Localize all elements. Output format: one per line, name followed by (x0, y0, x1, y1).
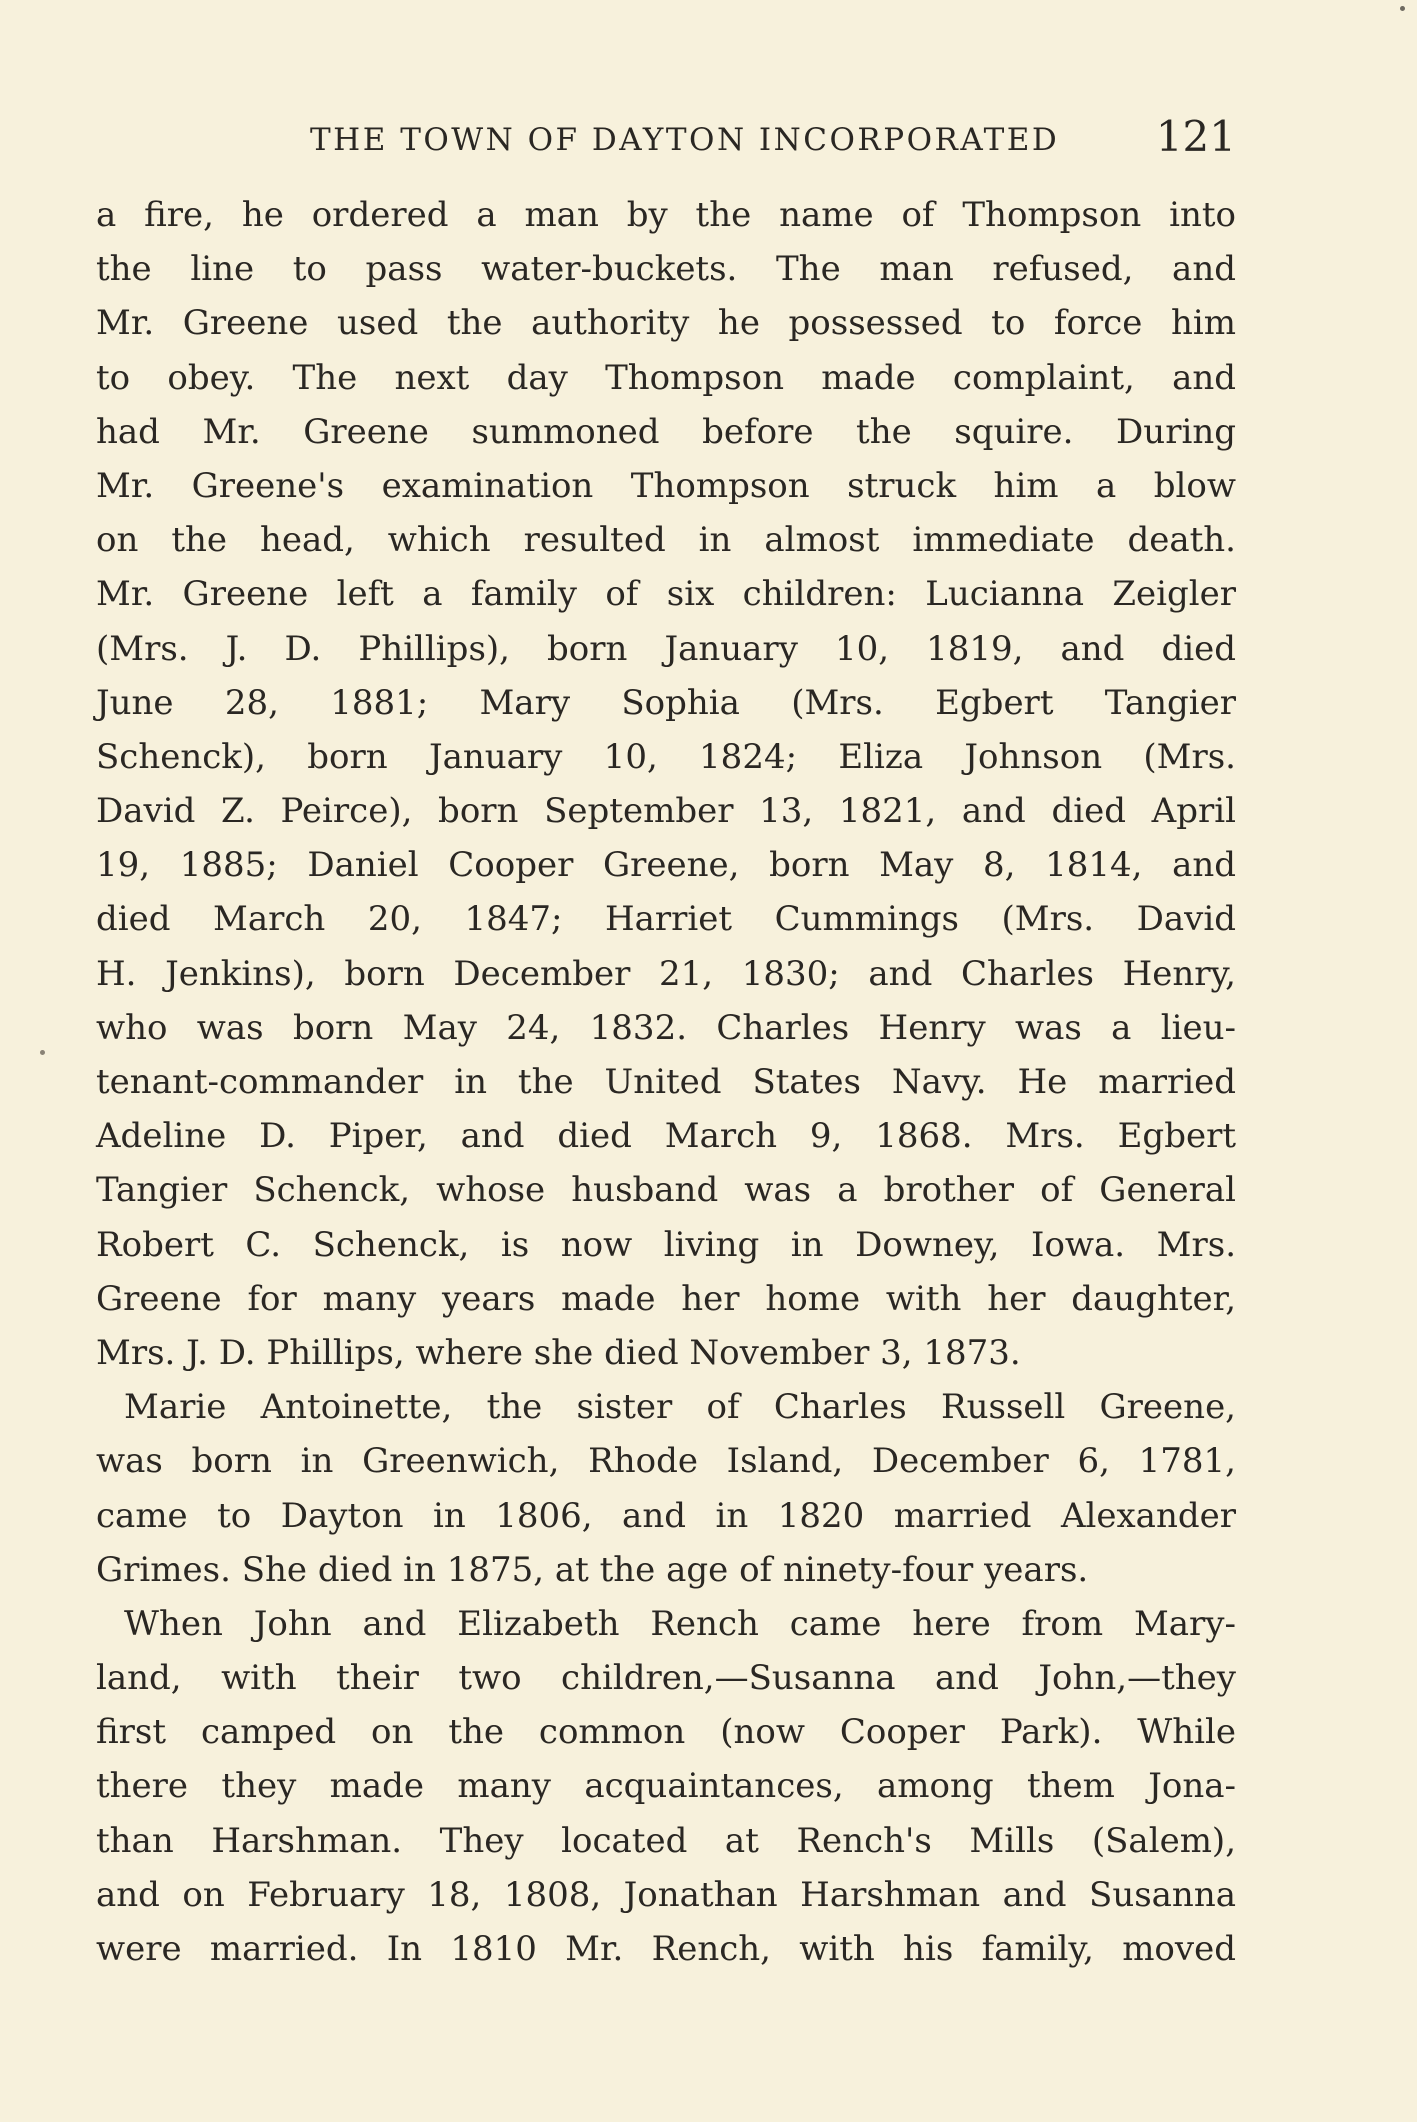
text-line-content: Schenck), born January 10, 1824; Eliza Johnson (Mrs. (96, 736, 1236, 777)
text-line (96, 622, 1236, 676)
text-line-content: Mr. Greene's examination Thompson struck him a blow (96, 465, 1236, 506)
margin-speck (40, 1050, 45, 1055)
text-line (96, 351, 1236, 405)
text-line (96, 947, 1236, 1001)
text-line (96, 296, 1236, 350)
text-line (96, 1489, 1236, 1543)
text-line-content: Grimes. She died in 1875, at the age of ninety-four years. (96, 1549, 1089, 1590)
text-line (96, 1380, 1236, 1434)
text-line (96, 892, 1236, 946)
text-line (96, 242, 1236, 296)
text-line (96, 1272, 1236, 1326)
text-line-content: had Mr. Greene summoned before the squire. During (96, 411, 1236, 452)
page-header (96, 112, 1236, 172)
text-line (96, 1001, 1236, 1055)
text-line (96, 1868, 1236, 1922)
text-line-content: came to Dayton in 1806, and in 1820 married Alexander (96, 1495, 1236, 1536)
text-line-content: Marie Antoinette, the sister of Charles Russell Greene, (124, 1387, 1236, 1428)
text-line (96, 405, 1236, 459)
text-line (96, 1055, 1236, 1109)
text-line (96, 784, 1236, 838)
text-line (96, 1218, 1236, 1272)
text-line-content: tenant-commander in the United States Navy. He married (96, 1062, 1236, 1102)
text-line (96, 1109, 1236, 1163)
text-line-content: were married. In 1810 Mr. Rench, with his family, moved (96, 1929, 1236, 1969)
text-line (96, 459, 1236, 513)
text-line (96, 567, 1236, 621)
text-line-content: Mr. Greene left a family of six children: Lucianna Zeigler (96, 574, 1236, 615)
text-line (96, 1759, 1236, 1813)
text-line (96, 1326, 1236, 1380)
text-line-content: was born in Greenwich, Rhode Island, December 6, 1781, (96, 1441, 1236, 1482)
text-line (96, 1434, 1236, 1488)
text-line-content: Mr. Greene used the authority he possessed to force him (96, 303, 1236, 344)
text-line (96, 513, 1236, 567)
text-line (96, 1651, 1236, 1705)
text-line-content: (Mrs. J. D. Phillips), born January 10, 1819, and died (96, 628, 1236, 669)
text-line-content: than Harshman. They located at Rench's Mills (Salem), (96, 1820, 1236, 1861)
running-head: THE TOWN OF DAYTON INCORPORATED (310, 122, 1060, 158)
text-line (96, 676, 1236, 730)
body-text (96, 188, 1236, 1976)
text-line (96, 1705, 1236, 1759)
text-line-content: land, with their two children,—Susanna and John,—they (96, 1658, 1236, 1699)
text-line-content: Adeline D. Piper, and died March 9, 1868. Mrs. Egbert (96, 1116, 1236, 1157)
text-line (96, 1922, 1236, 1976)
text-line (96, 1814, 1236, 1868)
text-line-content: died March 20, 1847; Harriet Cummings (Mrs. David (96, 899, 1236, 940)
text-line (96, 730, 1236, 784)
text-line-content: who was born May 24, 1832. Charles Henry was a lieu- (96, 1007, 1236, 1048)
text-line-content: a fire, he ordered a man by the name of Thompson into (96, 195, 1236, 235)
text-line-content: Robert C. Schenck, is now living in Downey, Iowa. Mrs. (96, 1224, 1236, 1265)
corner-speck (1400, 6, 1405, 11)
text-line-content: on the head, which resulted in almost immediate death. (96, 520, 1236, 561)
text-line (96, 838, 1236, 892)
text-line-content: Mrs. J. D. Phillips, where she died November 3, 1873. (96, 1332, 1021, 1373)
text-line-content: H. Jenkins), born December 21, 1830; and Charles Henry, (96, 953, 1236, 994)
text-line-content: the line to pass water-buckets. The man refused, and (96, 249, 1236, 290)
text-line (96, 1163, 1236, 1217)
text-line-content: and on February 18, 1808, Jonathan Harshman and Susanna (96, 1874, 1236, 1915)
text-line (96, 1543, 1236, 1597)
text-line-content: June 28, 1881; Mary Sophia (Mrs. Egbert Tangier (96, 682, 1236, 723)
page-number: 121 (1155, 112, 1236, 161)
text-line-content: first camped on the common (now Cooper Park). While (96, 1712, 1236, 1753)
text-line (96, 188, 1236, 242)
text-line-content: to obey. The next day Thompson made complaint, and (96, 357, 1236, 398)
text-line (96, 1597, 1236, 1651)
text-line-content: Tangier Schenck, whose husband was a brother of General (96, 1170, 1236, 1211)
text-line-content: 19, 1885; Daniel Cooper Greene, born May 8, 1814, and (96, 845, 1236, 886)
text-line-content: When John and Elizabeth Rench came here from Mary- (124, 1603, 1236, 1644)
text-line-content: Greene for many years made her home with her daughter, (96, 1278, 1236, 1319)
text-line-content: David Z. Peirce), born September 13, 1821, and died April (96, 791, 1236, 832)
text-line-content: there they made many acquaintances, among them Jona- (96, 1766, 1236, 1807)
